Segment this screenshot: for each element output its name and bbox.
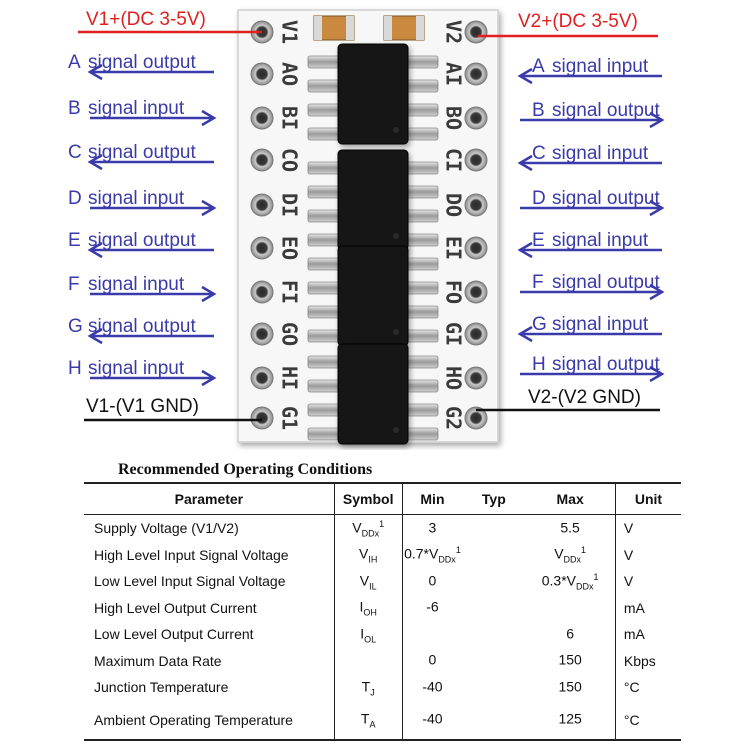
cell-typ <box>462 621 525 648</box>
table-row <box>84 674 681 701</box>
left-pad-3 <box>251 107 273 129</box>
left-pin-label: GO <box>277 321 302 347</box>
left-pin-label: AO <box>277 61 302 87</box>
right-signal-f <box>520 272 662 299</box>
table-row <box>84 701 681 740</box>
right-signal-a <box>520 56 662 83</box>
cell-typ <box>462 568 525 595</box>
cell-parameter: Maximum Data Rate <box>84 648 334 675</box>
right-pin-label: GI <box>441 321 466 347</box>
cell-max-subscript: DDx <box>563 554 582 565</box>
left-signal-h <box>68 358 214 385</box>
signal-letter: D <box>532 188 546 209</box>
signal-text: signal input <box>88 98 185 119</box>
signal-letter: H <box>532 354 546 375</box>
cell-symbol <box>334 595 402 622</box>
cell-symbol <box>334 648 402 675</box>
cell-symbol-subscript: DDx <box>361 527 380 538</box>
signal-letter: B <box>68 98 81 119</box>
cell-min-subscript: DDx <box>438 554 456 565</box>
right-pad-1 <box>465 21 487 43</box>
right-pin-label: V2 <box>441 19 466 45</box>
left-signal-b <box>68 98 214 125</box>
cell-symbol-main: V <box>359 572 370 589</box>
cell-min-main: 0.7*V <box>404 545 439 562</box>
cell-min-main: 0 <box>428 572 437 589</box>
cell-unit: °C <box>615 701 681 740</box>
signal-letter: G <box>532 314 547 335</box>
cell-parameter: Supply Voltage (V1/V2) <box>84 515 334 542</box>
cell-symbol <box>334 701 402 740</box>
signal-text: signal output <box>88 230 196 251</box>
left-signal-a <box>68 52 214 79</box>
left-signal-e <box>68 230 214 257</box>
signal-text: signal input <box>552 314 649 335</box>
right-pad-5 <box>465 194 487 216</box>
right-pad-2 <box>465 63 487 85</box>
left-signal-f <box>68 274 214 301</box>
cell-max-main: 0.3*V <box>541 572 576 589</box>
cell-max-main: 150 <box>558 678 582 695</box>
cell-symbol-main: V <box>359 545 369 562</box>
left-pin-label: BI <box>277 105 302 131</box>
right-pin-label: DO <box>441 192 466 218</box>
capacitor-left <box>314 16 354 40</box>
header-typ: Typ <box>462 483 525 515</box>
cell-typ <box>462 648 525 675</box>
signal-text: signal input <box>552 230 649 251</box>
left-pad-9 <box>251 367 273 389</box>
cell-max-main: V <box>554 545 564 562</box>
cell-max <box>525 595 615 622</box>
left-pad-10 <box>251 407 273 429</box>
signal-letter: C <box>68 142 82 163</box>
signal-text: signal output <box>552 188 660 209</box>
left-pad-4 <box>251 149 273 171</box>
right-pad-3 <box>465 107 487 129</box>
right-pin-label: BO <box>441 105 466 131</box>
cell-symbol-subscript: J <box>370 686 375 697</box>
cell-min-main: -40 <box>422 710 443 727</box>
signal-text: signal input <box>88 188 185 209</box>
cell-typ <box>462 515 525 542</box>
table-row <box>84 542 681 569</box>
signal-letter: B <box>532 100 545 121</box>
left-pin-label: V1 <box>277 19 302 45</box>
signal-text: signal input <box>88 358 185 379</box>
signal-letter: E <box>532 230 545 251</box>
cell-max-main: 6 <box>566 625 575 642</box>
cell-max <box>525 674 615 701</box>
left-pad-7 <box>251 281 273 303</box>
cell-min <box>402 648 462 675</box>
signal-letter: D <box>68 188 82 209</box>
left-pad-8 <box>251 323 273 345</box>
cell-symbol-subscript: IH <box>368 554 378 565</box>
table-row <box>84 515 681 542</box>
signal-letter: F <box>532 272 544 293</box>
right-pad-7 <box>465 281 487 303</box>
right-signal-d <box>520 188 662 215</box>
cell-parameter: Low Level Input Signal Voltage <box>84 568 334 595</box>
header-min: Min <box>402 483 462 515</box>
cell-min <box>402 595 462 622</box>
signal-text: signal output <box>88 52 196 73</box>
cell-min-main: 3 <box>428 519 437 536</box>
cell-unit: V <box>623 520 634 537</box>
cell-symbol-subscript: A <box>369 719 376 730</box>
cell-typ <box>462 595 525 622</box>
left-pin-label: G1 <box>277 405 302 431</box>
header-parameter: Parameter <box>84 483 334 515</box>
right-pin-label: HO <box>441 365 466 391</box>
cell-max <box>525 701 615 740</box>
cell-symbol-superscript: 1 <box>379 518 385 529</box>
cell-symbol <box>334 542 402 569</box>
right-signal-b <box>520 100 662 127</box>
table-row <box>84 621 681 648</box>
cell-min <box>402 674 462 701</box>
cell-min <box>402 515 462 542</box>
isolator-chips <box>308 44 438 444</box>
right-signal-c <box>520 143 662 170</box>
signal-text: signal output <box>552 354 660 375</box>
cell-symbol-subscript: OH <box>363 607 377 618</box>
cell-symbol-main: I <box>360 625 365 642</box>
cell-max <box>525 648 615 675</box>
left-signal-d <box>68 188 214 215</box>
cell-typ <box>462 542 525 569</box>
left-signal-g <box>68 316 214 343</box>
cell-unit: Kbps <box>623 652 656 669</box>
signal-letter: G <box>68 316 83 337</box>
signal-text: signal output <box>88 316 196 337</box>
left-pad-6 <box>251 237 273 259</box>
header-symbol: Symbol <box>334 483 402 515</box>
signal-letter: A <box>68 52 81 73</box>
right-pin-label: AI <box>441 61 466 87</box>
left-signal-labels <box>68 52 214 385</box>
cell-max-main: 5.5 <box>560 519 580 536</box>
v2-gnd-label: V2-(V2 GND) <box>528 387 641 408</box>
operating-conditions-table <box>84 482 681 741</box>
signal-letter: H <box>68 358 82 379</box>
cell-symbol <box>334 674 402 701</box>
signal-text: signal output <box>552 100 660 121</box>
right-pad-6 <box>465 237 487 259</box>
capacitor-right <box>384 16 424 40</box>
right-pin-label: G2 <box>441 405 466 431</box>
cell-unit: mA <box>623 626 645 643</box>
right-signal-h <box>520 354 662 381</box>
signal-text: signal output <box>88 142 196 163</box>
cell-max-subscript: DDx <box>575 580 594 591</box>
signal-letter: F <box>68 274 80 295</box>
cell-symbol-subscript: OL <box>364 633 377 644</box>
header-max: Max <box>525 483 615 515</box>
header-unit: Unit <box>615 483 681 515</box>
left-pad-2 <box>251 63 273 85</box>
signal-text: signal input <box>88 274 185 295</box>
cell-min-main: -6 <box>426 598 439 615</box>
table-title: Recommended Operating Conditions <box>118 461 373 478</box>
signal-letter: A <box>532 56 545 77</box>
cell-typ <box>462 674 525 701</box>
signal-text: signal input <box>552 56 649 77</box>
right-pad-4 <box>465 149 487 171</box>
cell-parameter: Junction Temperature <box>84 674 334 701</box>
table-row <box>84 648 681 675</box>
right-pad-9 <box>465 367 487 389</box>
cell-min <box>402 701 462 740</box>
cell-typ <box>462 701 525 740</box>
cell-parameter: Ambient Operating Temperature <box>84 701 334 740</box>
right-signal-e <box>520 230 662 257</box>
cell-max-main: 125 <box>558 710 582 727</box>
cell-min-main: 0 <box>428 651 437 668</box>
cell-unit: V <box>623 573 634 590</box>
cell-symbol <box>334 515 402 542</box>
cell-min <box>402 621 462 648</box>
right-pin-label: FO <box>441 279 466 305</box>
cell-symbol-subscript: IL <box>369 580 377 591</box>
cell-min-main: -40 <box>422 678 443 695</box>
table-row <box>84 595 681 622</box>
v1-gnd-label: V1-(V1 GND) <box>86 396 199 417</box>
cell-symbol <box>334 621 402 648</box>
cell-max-superscript: 1 <box>581 545 587 556</box>
cell-parameter: Low Level Output Current <box>84 621 334 648</box>
cell-max <box>525 542 615 569</box>
signal-text: signal output <box>552 272 660 293</box>
cell-min-superscript: 1 <box>455 545 461 556</box>
right-signal-labels <box>520 56 662 381</box>
signal-letter: C <box>532 143 546 164</box>
cell-max <box>525 621 615 648</box>
cell-parameter: High Level Input Signal Voltage <box>84 542 334 569</box>
cell-max <box>525 515 615 542</box>
right-pin-label: EI <box>441 235 466 261</box>
v2-plus-label: V2+(DC 3-5V) <box>518 11 638 32</box>
left-pin-label: DI <box>277 192 302 218</box>
cell-unit: °C <box>623 679 640 696</box>
right-pad-8 <box>465 323 487 345</box>
left-pin-label: CO <box>277 147 302 173</box>
cell-symbol <box>334 568 402 595</box>
cell-parameter: High Level Output Current <box>84 595 334 622</box>
cell-symbol-main: V <box>352 519 362 536</box>
left-pin-label: EO <box>277 235 302 261</box>
cell-unit: V <box>623 546 634 563</box>
cell-symbol-main: T <box>360 710 370 727</box>
table-header-row <box>84 483 681 515</box>
cell-min <box>402 568 462 595</box>
signal-letter: E <box>68 230 81 251</box>
cell-symbol-main: T <box>361 678 371 695</box>
cell-max-main: 150 <box>558 651 582 668</box>
left-pin-label: HI <box>277 365 302 391</box>
left-pin-label: FI <box>277 279 302 305</box>
cell-unit: mA <box>623 599 645 616</box>
signal-text: signal input <box>552 143 649 164</box>
table-row <box>84 568 681 595</box>
left-signal-c <box>68 142 214 169</box>
v1-plus-label: V1+(DC 3-5V) <box>86 9 206 30</box>
cell-max <box>525 568 615 595</box>
right-pin-label: CI <box>441 147 466 173</box>
left-pad-5 <box>251 194 273 216</box>
right-signal-g <box>520 314 662 341</box>
cell-max-superscript: 1 <box>593 571 599 582</box>
cell-symbol-main: I <box>359 598 364 615</box>
cell-min <box>402 542 462 569</box>
